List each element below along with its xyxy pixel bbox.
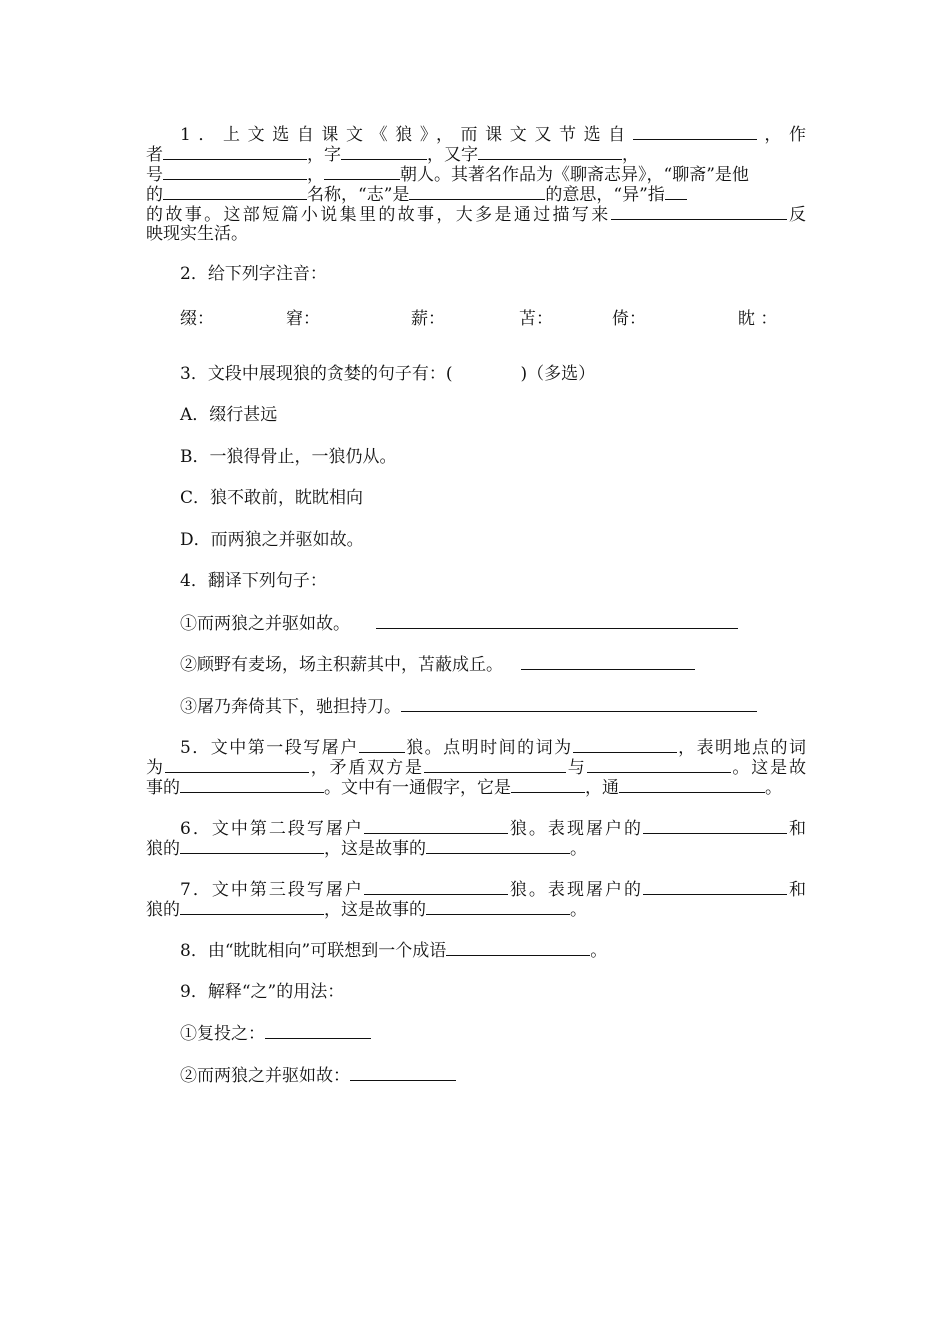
q9-sentence-2 [180, 1065, 806, 1086]
q3-option-c[interactable]: C．狼不敢前，眈眈相向 [180, 488, 364, 508]
q4-sentence-1 [180, 613, 806, 634]
q1-line-2 [146, 144, 806, 165]
q9-text: ②而两狼之并驱如故： [180, 1066, 350, 1086]
q6-line-1 [180, 818, 806, 839]
answer-blank[interactable] [619, 777, 765, 793]
pinyin-char-3: 薪： [411, 309, 445, 329]
q5-text: ，表明地点的词 [676, 738, 807, 758]
q4-sentence-2 [180, 654, 806, 675]
answer-blank[interactable] [265, 1023, 371, 1039]
answer-blank[interactable] [643, 879, 787, 895]
pinyin-char-5: 倚： [612, 309, 646, 329]
q1-line-5 [146, 204, 806, 225]
q4-text: ②顾野有麦场，场主积薪其中，苫蔽成丘。 [180, 655, 503, 675]
q6-text: 和 [786, 819, 806, 839]
q1-text: 的意思，“异”指 [545, 185, 665, 205]
q5-text: 狼。点明时间的词为 [404, 738, 573, 758]
q1-line-4 [146, 184, 806, 205]
q8-line [180, 940, 806, 961]
q5-text: 与 [565, 758, 587, 778]
answer-blank[interactable] [364, 879, 508, 895]
q1-text: 者 [146, 145, 163, 165]
q1-line-3 [146, 164, 806, 185]
q1-text: 反 [786, 205, 807, 225]
answer-blank[interactable] [511, 777, 585, 793]
q5-text: 。文中有一通假字，它是 [324, 778, 511, 798]
q7-text: 7．文中第三段写屠户 [180, 880, 364, 900]
answer-blank[interactable] [163, 184, 307, 200]
pinyin-char-4: 苫： [519, 309, 553, 329]
q6-text: 。 [570, 839, 587, 859]
q7-text: 狼的 [146, 900, 180, 920]
answer-blank[interactable] [163, 164, 307, 180]
q3-option-b[interactable]: B．一狼得骨止，一狼仍从。 [180, 447, 397, 467]
answer-blank[interactable] [643, 818, 787, 834]
q6-text: 狼的 [146, 839, 180, 859]
q1-text: ，又字 [427, 145, 478, 165]
q5-text: 5．文中第一段写屠户 [180, 738, 359, 758]
q5-line-3 [146, 777, 806, 798]
answer-blank[interactable] [426, 899, 570, 915]
q4-sentence-3 [180, 696, 806, 717]
answer-blank[interactable] [180, 899, 324, 915]
q6-text: 狼。表现屠户的 [507, 819, 643, 839]
answer-blank[interactable] [409, 184, 545, 200]
q3-title: 3．文段中展现狼的贪婪的句子有：( )（多选） [180, 364, 596, 384]
answer-blank[interactable] [665, 184, 687, 200]
answer-blank[interactable] [359, 737, 405, 753]
q9-sentence-1 [180, 1023, 806, 1044]
q1-text: ，字 [307, 145, 341, 165]
answer-blank[interactable] [165, 757, 309, 773]
answer-blank[interactable] [611, 204, 787, 220]
q1-text: ，作 [756, 125, 806, 145]
answer-blank[interactable] [424, 757, 566, 773]
answer-blank[interactable] [163, 144, 307, 160]
q5-line-1 [180, 737, 806, 758]
answer-blank[interactable] [633, 124, 757, 140]
q6-line-2 [146, 838, 806, 859]
q5-text: ，矛盾双方是 [308, 758, 424, 778]
q1-text: 的故事。这部短篇小说集里的故事，大多是通过描写来 [146, 205, 611, 225]
answer-blank[interactable] [376, 613, 738, 629]
answer-blank[interactable] [446, 940, 590, 956]
q5-text: 。 [765, 778, 782, 798]
q5-text: 为 [146, 758, 165, 778]
q1-text: ， [307, 165, 324, 185]
q3-option-d[interactable]: D．而两狼之并驱如故。 [180, 530, 364, 550]
q6-text: ，这是故事的 [324, 839, 426, 859]
answer-blank[interactable] [350, 1065, 456, 1081]
q7-line-2 [146, 899, 806, 920]
q1-text: 号 [146, 165, 163, 185]
answer-blank[interactable] [521, 654, 695, 670]
answer-blank[interactable] [364, 818, 508, 834]
q1-text: ， [622, 145, 639, 165]
q7-text: 。 [570, 900, 587, 920]
q4-title: 4．翻译下列句子： [180, 571, 327, 591]
q7-text: 狼。表现屠户的 [507, 880, 643, 900]
pinyin-char-2: 窘： [286, 309, 320, 329]
answer-blank[interactable] [341, 144, 427, 160]
q5-line-2 [146, 757, 806, 778]
answer-blank[interactable] [426, 838, 570, 854]
answer-blank[interactable] [401, 696, 757, 712]
q7-text: ，这是故事的 [324, 900, 426, 920]
answer-blank[interactable] [587, 757, 731, 773]
q1-line-1 [180, 124, 806, 145]
q1-text: 名称，“志”是 [307, 185, 410, 205]
answer-blank[interactable] [180, 777, 324, 793]
q4-text: ③屠乃奔倚其下，驰担持刀。 [180, 697, 401, 717]
q9-title: 9．解释“之”的用法： [180, 982, 345, 1002]
q1-text: 朝人。其著名作品为《聊斋志异》，“聊斋”是他 [400, 165, 749, 185]
q1-text: 的 [146, 185, 163, 205]
q5-text: ，通 [585, 778, 619, 798]
q8-text: 8．由“眈眈相向”可联想到一个成语 [180, 941, 447, 961]
q1-text: 1．上文选自课文《狼》，而课文又节选自 [180, 125, 633, 145]
q7-line-1 [180, 879, 806, 900]
q9-text: ①复投之： [180, 1024, 265, 1044]
q7-text: 和 [786, 880, 806, 900]
q5-text: 事的 [146, 778, 180, 798]
q6-text: 6．文中第二段写屠户 [180, 819, 364, 839]
q1-line-6: 映现实生活。 [146, 224, 248, 244]
answer-blank[interactable] [180, 838, 324, 854]
q2-title: 2．给下列字注音： [180, 264, 327, 284]
answer-blank[interactable] [324, 164, 400, 180]
answer-blank[interactable] [478, 144, 622, 160]
q3-option-a[interactable]: A．缀行甚远 [180, 405, 278, 425]
q5-text: 。这是故 [730, 758, 807, 778]
pinyin-char-1: 缀： [180, 309, 214, 329]
pinyin-char-6: 眈 ： [738, 309, 778, 329]
answer-blank[interactable] [573, 737, 677, 753]
q8-text: 。 [590, 941, 608, 961]
q4-text: ①而两狼之并驱如故。 [180, 614, 350, 634]
